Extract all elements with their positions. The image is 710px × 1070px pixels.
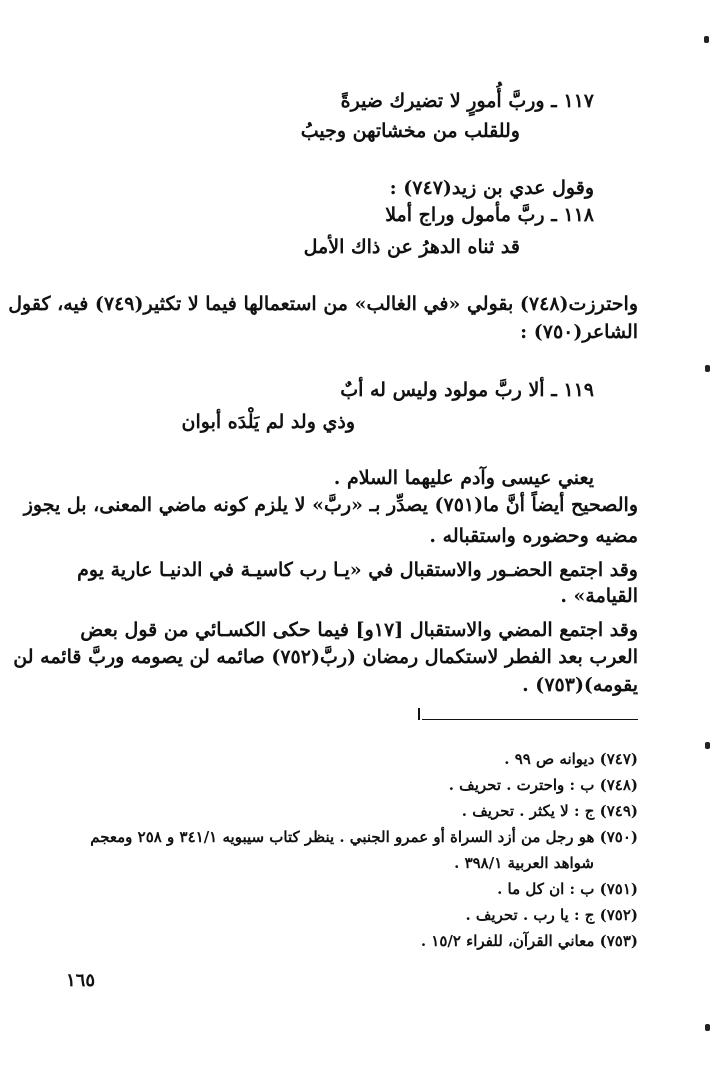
verse-119-first-hemistich: ١١٩ ـ ألا ربَّ مولود وليس له أبٌ (340, 379, 594, 401)
body-line: مضيه وحضوره واستقباله . (429, 525, 638, 547)
paragraph-ihtaraztu-line: الشاعر(٧٥٠) : (520, 321, 638, 343)
scan-edge-mark (705, 365, 710, 372)
footnote-753: (٧٥٣) معاني القرآن، للفراء ١٥/٢ . (420, 932, 638, 950)
verse-118-first-hemistich: ١١٨ ـ ربَّ مأمول وراج أملا (385, 204, 594, 226)
scan-edge-mark (704, 36, 709, 43)
body-line: العرب بعد الفطر لاستكمال رمضان (ربَّ(٧٥٢) صائمه لن يصومه وربَّ قائمه لن (13, 646, 638, 668)
footnote-751: (٧٥١) ب : ان كل ما . (497, 880, 638, 898)
footnote-752: (٧٥٢) ج : يا رب . تحريف . (465, 906, 638, 924)
body-line: القيامة» . (560, 585, 638, 607)
footnote-748: (٧٤٨) ب : واحترت . تحريف . (448, 776, 638, 794)
body-line: يعني عيسى وآدم عليهما السلام . (333, 467, 594, 489)
verse-119-second-hemistich: وذي ولد لم يَلْدَه أبوان (181, 411, 355, 433)
body-line: والصحيح أيضاً أنَّ ما(٧٥١) يصدِّر بـ «ربَّ» لا يلزم كونه ماضي المعنى، بل يجوز (23, 494, 638, 516)
body-line: وقد اجتمع الحضـور والاستقبال في «يـا رب كاسيـة في الدنيـا عارية يوم (77, 559, 638, 581)
verse-117-second-hemistich: وللقلب من مخشاتهن وجيبُ (300, 120, 520, 142)
footnote-747: (٧٤٧) ديوانه ص ٩٩ . (504, 750, 638, 768)
scan-edge-mark (705, 742, 710, 749)
paragraph-ihtaraztu-line: واحترزت(٧٤٨) بقولي «في الغالب» من استعمالها فيما لا تكثير(٧٤٩) فيه، كقول (8, 293, 638, 315)
intro-adi-ibn-zayd: وقول عدي بن زيد(٧٤٧) : (389, 177, 594, 199)
verse-117-first-hemistich: ١١٧ ـ وربَّ أُمورٍ لا تضيرك ضيرةً (340, 90, 594, 112)
footnote-750-continuation: شواهد العربية ٣٩٨/١ . (454, 854, 594, 872)
body-line: وقد اجتمع المضي والاستقبال [١٧و] فيما حكى الكسـائي من قول بعض (80, 619, 638, 641)
footnote-749: (٧٤٩) ج : لا يكثر . تحريف . (461, 802, 638, 820)
page-number: ١٦٥ (66, 970, 96, 991)
footnote-separator-rule (422, 719, 638, 720)
body-line: يقومه)(٧٥٣) . (522, 674, 638, 696)
footnote-750: (٧٥٠) هو رجل من أزد السراة أو عمرو الجنبي . ينظر كتاب سيبويه ٣٤١/١ و ٢٥٨ ومعجم (90, 828, 638, 846)
verse-118-second-hemistich: قد ثناه الدهرُ عن ذاك الأمل (303, 236, 520, 258)
footnote-separator-mark (418, 708, 426, 720)
scan-edge-mark (705, 1024, 710, 1031)
